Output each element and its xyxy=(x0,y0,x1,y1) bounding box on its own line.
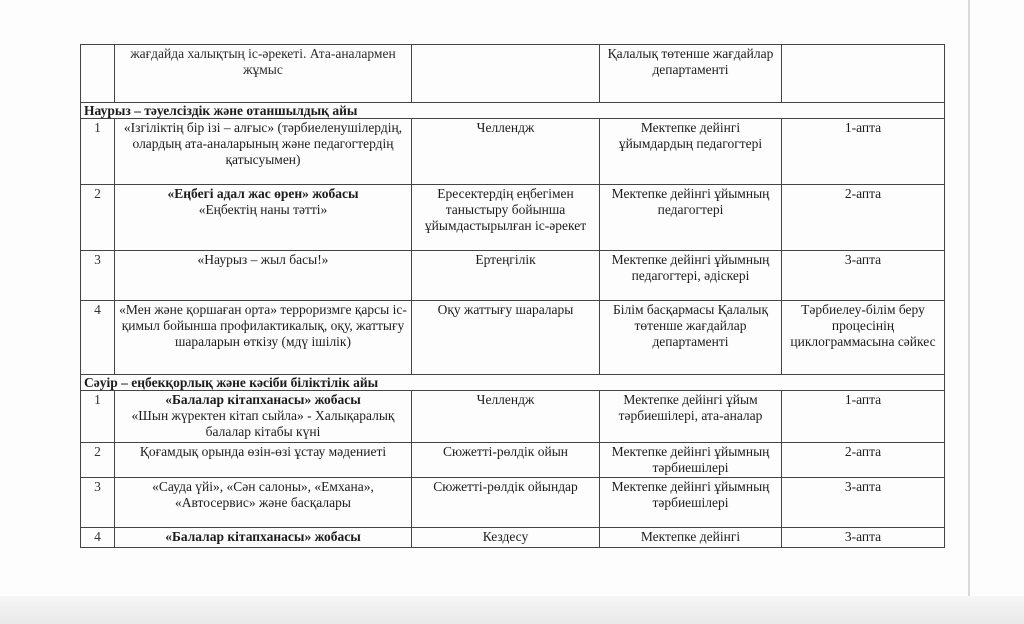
row-number xyxy=(81,45,115,103)
event-title: «Наурыз – жыл басы!» xyxy=(115,251,412,301)
event-form: Челлендж xyxy=(412,119,600,185)
row-number: 1 xyxy=(81,119,115,185)
responsible: Мектепке дейінгі ұйымдардың педагогтері xyxy=(600,119,782,185)
event-time: Тәрбиелеу-білім беру процесінің циклограммасына сәйкес xyxy=(782,301,945,375)
table-row xyxy=(81,391,945,443)
section-title: Сәуір – еңбекқорлық және кәсіби біліктілік айы xyxy=(81,375,945,391)
responsible: Қалалық төтенше жағдайлар департаменті xyxy=(600,45,782,103)
row-number: 3 xyxy=(81,478,115,528)
event-title: «Мен және қоршаған орта» терроризмге қарсы іс-қимыл бойынша профилактикалық, оқу, жаттығу шараларын өткізу (мдү ішілік) xyxy=(115,301,412,375)
row-number: 3 xyxy=(81,251,115,301)
event-time: 3-апта xyxy=(782,251,945,301)
section-header-march xyxy=(81,103,945,119)
table-row xyxy=(81,119,945,185)
event-form: Ертеңгілік xyxy=(412,251,600,301)
event-title xyxy=(115,119,412,185)
event-time: 3-апта xyxy=(782,528,945,548)
table-row xyxy=(81,443,945,478)
event-form: Оқу жаттығу шаралары xyxy=(412,301,600,375)
event-form: Кездесу xyxy=(412,528,600,548)
project-name: «Балалар кітапханасы» жобасы xyxy=(165,392,361,407)
scan-edge-shadow xyxy=(0,596,1024,624)
section-title: Наурыз – тәуелсіздік және отаншылдық айы xyxy=(81,103,945,119)
table-row xyxy=(81,301,945,375)
table-row xyxy=(81,251,945,301)
row-number: 1 xyxy=(81,391,115,443)
event-title: жағдайда халықтың іс-әрекеті. Ата-аналармен жұмыс xyxy=(115,45,412,103)
table-row-continued xyxy=(81,45,945,103)
project-name: «Балалар кітапханасы» жобасы xyxy=(115,528,412,548)
event-title xyxy=(115,391,412,443)
responsible: Мектепке дейінгі ұйымның тәрбиешілері xyxy=(600,478,782,528)
event-time: 2-апта xyxy=(782,185,945,251)
event-time: 1-апта xyxy=(782,391,945,443)
page-fold-line xyxy=(968,0,970,624)
event-title xyxy=(115,185,412,251)
section-header-april xyxy=(81,375,945,391)
event-form: Сюжетті-рөлдік ойындар xyxy=(412,478,600,528)
event-time: 2-апта xyxy=(782,443,945,478)
responsible: Білім басқармасы Қалалық төтенше жағдайлар департаменті xyxy=(600,301,782,375)
event-title: «Сауда үйі», «Сән салоны», «Емхана», «Автосервис» және басқалары xyxy=(115,478,412,528)
row-number: 2 xyxy=(81,443,115,478)
responsible: Мектепке дейінгі ұйым тәрбиешілері, ата-аналар xyxy=(600,391,782,443)
event-form: Сюжетті-рөлдік ойын xyxy=(412,443,600,478)
project-name: «Еңбегі адал жас өрен» жобасы xyxy=(167,186,359,201)
table-row xyxy=(81,528,945,548)
event-form xyxy=(412,45,600,103)
event-time: 1-апта xyxy=(782,119,945,185)
table-row xyxy=(81,478,945,528)
responsible: Мектепке дейінгі ұйымның педагогтері, әдіскері xyxy=(600,251,782,301)
row-number: 4 xyxy=(81,528,115,548)
event-form: Челлендж xyxy=(412,391,600,443)
event-time: 3-апта xyxy=(782,478,945,528)
row-number: 2 xyxy=(81,185,115,251)
responsible: Мектепке дейінгі ұйымның педагогтері xyxy=(600,185,782,251)
event-time xyxy=(782,45,945,103)
responsible: Мектепке дейінгі ұйымның тәрбиешілері xyxy=(600,443,782,478)
event-description: «Ізгіліктің бір ізі – алғыс» (тәрбиеленушілердің, олардың ата-аналарының және педагогтердің қатысуымен) xyxy=(123,120,403,167)
event-form: Ересектердің еңбегімен таныстыру бойынша ұйымдастырылған іс-әрекет xyxy=(412,185,600,251)
responsible: Мектепке дейінгі xyxy=(600,528,782,548)
event-title: Қоғамдық орында өзін-өзі ұстау мәдениеті xyxy=(115,443,412,478)
event-description: «Шын жүректен кітап сыйла» - Халықаралық балалар кітабы күні xyxy=(131,408,395,439)
events-plan-table xyxy=(80,44,945,548)
table-row xyxy=(81,185,945,251)
event-description: «Еңбектің наны тәтті» xyxy=(198,202,328,217)
row-number: 4 xyxy=(81,301,115,375)
